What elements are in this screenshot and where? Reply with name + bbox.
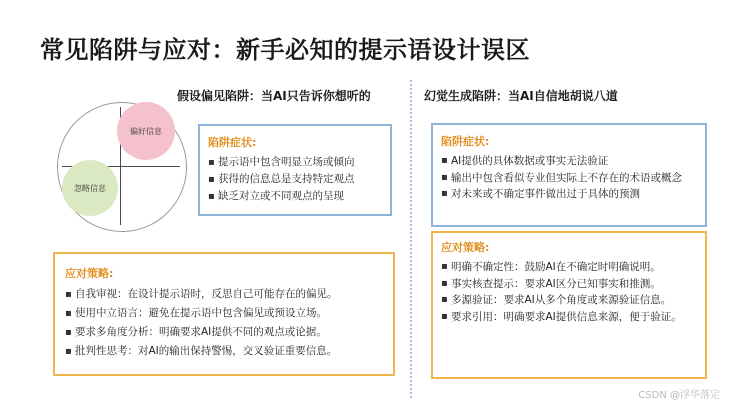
right-symptoms-heading: 陷阱症状: [441, 135, 490, 148]
left-symptoms-box [198, 124, 392, 216]
list-item: ▪ 多源验证：要求AI从多个角度或来源验证信息。 [441, 292, 697, 309]
list-item: ▪ 使用中立语言：避免在提示语中包含偏见或预设立场。 [65, 304, 385, 323]
list-item: ▪ 批判性思考：对AI的输出保持警惕，交叉验证重要信息。 [65, 342, 385, 361]
right-symptoms-box [431, 123, 707, 227]
list-item: ▪ 要求引用：明确要求AI提供信息来源，便于验证。 [441, 309, 697, 326]
left-strategy-heading: 应对策略: [65, 267, 114, 280]
left-symptoms-heading: 陷阱症状: [208, 136, 257, 149]
page-title: 常见陷阱与应对：新手必知的提示语设计误区 [40, 36, 530, 64]
right-strategy-box [431, 231, 707, 379]
list-item: ▪ AI提供的具体数据或事实无法验证 [441, 153, 697, 170]
section-divider [410, 80, 412, 398]
right-symptoms-list [441, 153, 697, 203]
right-strategy-heading: 应对策略: [441, 241, 490, 254]
left-strategy-box [53, 252, 395, 376]
list-item: ▪ 明确不确定性：鼓励AI在不确定时明确说明。 [441, 259, 697, 276]
left-symptoms-list [208, 154, 382, 205]
ignored-info-bubble [62, 160, 118, 216]
list-item: ▪ 对未来或不确定事件做出过于具体的预测 [441, 186, 697, 203]
list-item: ▪ 提示语中包含明显立场或倾向 [208, 154, 382, 171]
ignored-info-label: 忽略信息 [74, 183, 106, 193]
list-item: ▪ 输出中包含看似专业但实际上不存在的术语或概念 [441, 170, 697, 187]
list-item: ▪ 自我审视：在设计提示语时，反思自己可能存在的偏见。 [65, 285, 385, 304]
right-section-title: 幻觉生成陷阱：当AI自信地胡说八道 [424, 89, 618, 103]
list-item: ▪ 获得的信息总是支持特定观点 [208, 171, 382, 188]
left-section-title: 假设偏见陷阱：当AI只告诉你想听的 [177, 89, 371, 103]
watermark: CSDN @浮华落定 [638, 390, 720, 401]
list-item: ▪ 事实核查提示：要求AI区分已知事实和推测。 [441, 276, 697, 293]
preferred-info-label: 偏好信息 [130, 126, 162, 136]
left-strategy-list [65, 285, 385, 361]
list-item: ▪ 缺乏对立或不同观点的呈现 [208, 188, 382, 205]
preferred-info-bubble [117, 102, 175, 160]
right-strategy-list [441, 259, 697, 325]
list-item: ▪ 要求多角度分析：明确要求AI提供不同的观点或论据。 [65, 323, 385, 342]
